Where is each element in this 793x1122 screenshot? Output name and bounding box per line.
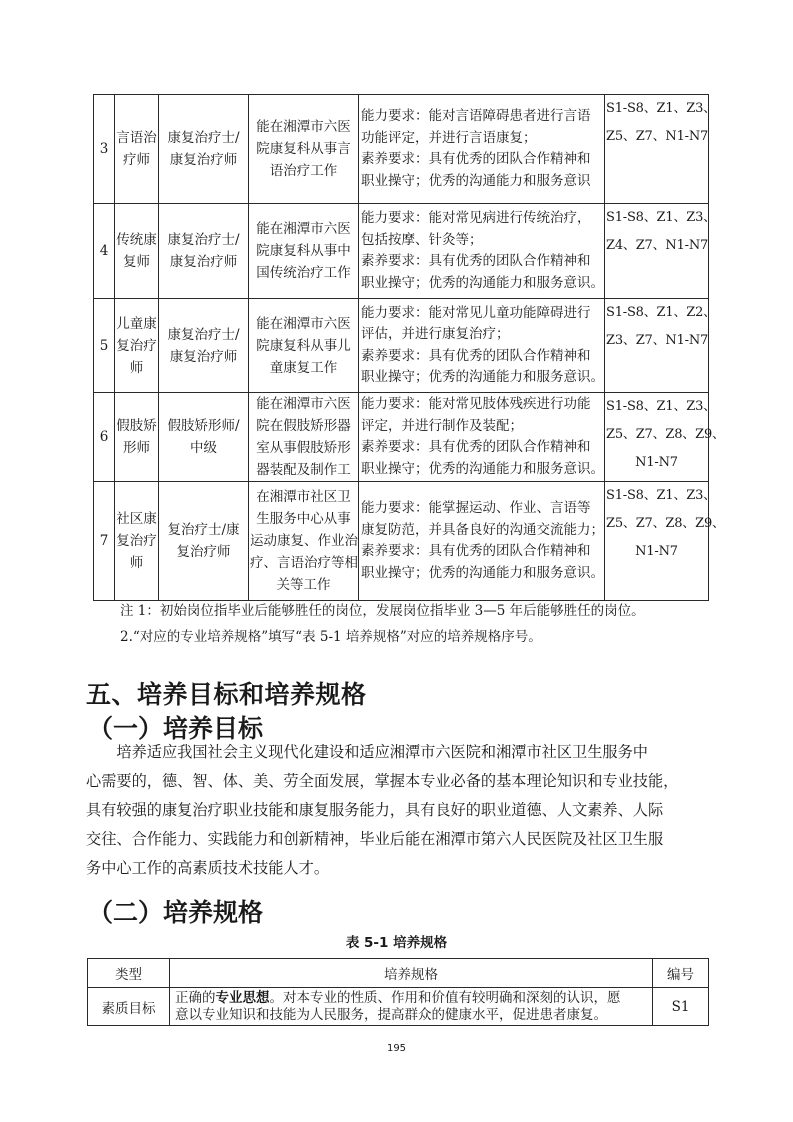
job-name-line: 形师	[123, 440, 150, 456]
goal-line: 培养适应我国社会主义现代化建设和适应湘潭市六医院和湘潭市社区卫生服务中	[86, 743, 648, 761]
spec-codes-line: N1-N7	[635, 544, 678, 559]
certificate-line: 康复治疗士/	[167, 326, 240, 343]
spec-line2: 意以专业知识和技能为人民服务，提高群众的健康水平，促进患者康复。	[175, 1006, 607, 1023]
certificate-line: 康复治疗士/	[167, 130, 240, 146]
job-description-line: 能在湘潭市六医	[256, 396, 351, 412]
table-caption: 表 5-1 培养规格	[345, 935, 448, 951]
job-row	[94, 393, 709, 482]
requirements	[359, 299, 605, 393]
requirements	[359, 393, 605, 482]
requirements-line: 评定，并进行制作及装配；	[361, 417, 523, 434]
certificate-line: 康复治疗师	[169, 254, 238, 270]
requirements-line: 职业操守；优秀的沟通能力和服务意识。	[361, 564, 604, 581]
spec-number: S1	[653, 988, 709, 1026]
row-number: 7	[94, 482, 115, 601]
spec-codes-line: S1-S8、Z1、Z2、	[606, 305, 716, 320]
job-name	[115, 393, 159, 482]
header-number: 编号	[653, 959, 709, 988]
requirements	[359, 482, 605, 601]
job-description-line: 国传统治疗工作	[256, 265, 351, 281]
job-description-line: 院在假肢矫形器	[256, 418, 351, 434]
job-description	[249, 393, 359, 482]
note-1: 注 1：初始岗位指毕业后能够胜任的岗位，发展岗位指毕业 3—5 年后能够胜任的岗位。	[120, 603, 645, 619]
job-name-line: 社区康	[116, 511, 157, 527]
job-description-line: 器装配及制作工	[256, 462, 351, 478]
requirements	[359, 204, 605, 299]
job-name-line: 假肢矫	[116, 418, 157, 434]
job-row	[94, 299, 709, 393]
goal-line: 务中心工作的高素质技术技能人才。	[86, 859, 329, 877]
spec-prefix: 正确的	[175, 989, 216, 1006]
table-notes	[120, 598, 645, 650]
requirements-line: 素养要求：具有优秀的团队合作精神和	[361, 439, 591, 455]
certificate	[159, 204, 249, 299]
spec-content	[170, 988, 653, 1026]
header-spec: 培养规格	[170, 959, 653, 988]
subsection-title-specs: （二）培养规格	[88, 898, 264, 927]
job-description-line: 室从事假肢矫形	[256, 440, 351, 456]
row-number: 5	[94, 299, 115, 393]
requirements-line: 评估，并进行康复治疗；	[361, 326, 510, 342]
job-description-line: 运动康复、作业治	[250, 533, 358, 549]
goals-paragraph	[86, 738, 710, 883]
spec-codes-line: Z5、Z7、Z8、Z9、	[606, 516, 725, 531]
job-name-line: 疗师	[123, 152, 150, 168]
certificate	[159, 482, 249, 601]
training-spec-table	[87, 958, 709, 1026]
spec-codes	[605, 393, 725, 482]
job-name	[115, 482, 159, 601]
certificate	[159, 299, 249, 393]
job-name-line: 言语治	[116, 130, 157, 146]
job-description-line: 能在湘潭市六医	[256, 119, 351, 135]
requirements-line: 职业操守；优秀的沟通能力和服务意识	[361, 172, 591, 189]
requirements-line: 康复防范，并具备良好的沟通交流能力；	[361, 521, 604, 538]
requirements-line: 功能评定，并进行言语康复；	[361, 129, 537, 146]
goal-line: 具有较强的康复治疗职业技能和康复服务能力，具有良好的职业道德、人文素养、人际	[86, 801, 664, 819]
row-number: 6	[94, 393, 115, 482]
requirements-line: 素养要求：具有优秀的团队合作精神和	[361, 253, 591, 269]
job-row	[94, 482, 709, 601]
job-description	[249, 299, 359, 393]
job-name-line: 复师	[123, 254, 150, 270]
row-number: 3	[94, 95, 115, 204]
spec-codes-line: Z4、Z7、N1-N7	[606, 238, 709, 253]
job-name	[115, 95, 159, 204]
spec-codes-line: S1-S8、Z1、Z3、	[606, 399, 716, 414]
header-type: 类型	[88, 959, 170, 988]
note-2: 2.“对应的专业培养规格”填写“表 5-1 培养规格”对应的培养规格序号。	[120, 629, 542, 645]
spec-codes-line: S1-S8、Z1、Z3、	[606, 488, 716, 503]
spec-codes	[605, 482, 725, 601]
requirements-line: 能力要求：能掌握运动、作业、言语等	[361, 500, 591, 516]
job-description	[249, 482, 359, 601]
job-description-line: 院康复科从事中	[256, 243, 351, 259]
requirements-line: 职业操守；优秀的沟通能力和服务意识。	[361, 369, 604, 385]
spec-codes-line: Z3、Z7、N1-N7	[606, 333, 709, 348]
spec-codes	[605, 299, 716, 393]
job-name-line: 儿童康	[116, 315, 157, 332]
spec-row	[88, 988, 709, 1026]
job-row	[94, 95, 709, 204]
certificate	[159, 95, 249, 204]
job-name-line: 师	[129, 359, 144, 376]
job-description-line: 院康复科从事言	[256, 141, 351, 157]
certificate-line: 康复治疗师	[169, 348, 238, 365]
requirements-line: 素养要求：具有优秀的团队合作精神和	[361, 543, 591, 559]
goal-line: 心需要的，德、智、体、美、劳全面发展，掌握本专业必备的基本理论知识和专业技能，	[86, 772, 679, 790]
job-name-line: 传统康	[116, 232, 157, 248]
job-name	[115, 299, 159, 393]
job-description	[249, 204, 359, 299]
certificate-line: 中级	[190, 440, 217, 456]
job-positions-table	[93, 94, 725, 601]
spec-line1-rest: 。对本专业的性质、作用和价值有较明确和深刻的认识，愿	[269, 989, 621, 1006]
requirements-line: 职业操守；优秀的沟通能力和服务意识。	[361, 460, 604, 477]
requirements-line: 能力要求：能对常见儿童功能障碍进行	[361, 304, 591, 321]
job-description-line: 疗、言语治疗等相	[250, 555, 358, 571]
certificate	[159, 393, 249, 482]
requirements-line: 素养要求：具有优秀的团队合作精神和	[361, 347, 591, 364]
spec-codes-line: S1-S8、Z1、Z3、	[606, 101, 716, 116]
job-name	[115, 204, 159, 299]
spec-codes-line: S1-S8、Z1、Z3、	[606, 210, 716, 225]
job-description-line: 语治疗工作	[269, 163, 338, 179]
requirements-line: 职业操守；优秀的沟通能力和服务意识。	[361, 274, 604, 291]
job-name-line: 复治疗	[116, 533, 157, 549]
job-name-line: 师	[129, 555, 144, 571]
spec-codes	[605, 95, 716, 204]
requirements-line: 包括按摩、针灸等；	[361, 231, 483, 248]
certificate-line: 康复治疗师	[169, 152, 238, 168]
job-description-line: 能在湘潭市六医	[256, 315, 351, 332]
certificate-line: 复治疗师	[176, 544, 231, 560]
spec-header-row	[88, 959, 709, 988]
subsection-title-goals: （一）培养目标	[88, 714, 264, 743]
spec-codes-line: N1-N7	[635, 455, 678, 470]
spec-codes-line: Z5、Z7、Z8、Z9、	[606, 427, 725, 442]
certificate-line: 复治疗士/康	[167, 522, 240, 538]
certificate-line: 假肢矫形师/	[167, 418, 240, 434]
job-name-line: 复治疗	[116, 337, 157, 354]
spec-codes	[605, 204, 716, 299]
job-description	[249, 95, 359, 204]
job-description-line: 院康复科从事儿	[256, 337, 351, 354]
requirements	[359, 95, 605, 204]
spec-codes-line: Z5、Z7、N1-N7	[606, 129, 709, 144]
requirements-line: 素养要求：具有优秀的团队合作精神和	[361, 151, 591, 167]
job-description-line: 关等工作	[276, 577, 331, 593]
requirements-line: 能力要求：能对常见病进行传统治疗，	[361, 210, 591, 226]
requirements-line: 能力要求：能对言语障碍患者进行言语	[361, 108, 591, 124]
section-title: 五、培养目标和培养规格	[86, 680, 367, 709]
certificate-line: 康复治疗士/	[167, 232, 240, 248]
job-description-line: 能在湘潭市六医	[256, 221, 351, 237]
goal-line: 交往、合作能力、实践能力和创新精神，毕业后能在湘潭市第六人民医院及社区卫生服	[86, 830, 664, 848]
job-description-line: 生服务中心从事	[256, 511, 351, 527]
requirements-line: 能力要求：能对常见肢体残疾进行功能	[361, 396, 591, 412]
job-description-line: 在湘潭市社区卫	[256, 489, 351, 505]
row-number: 4	[94, 204, 115, 299]
spec-type: 素质目标	[88, 988, 170, 1026]
job-description-line: 童康复工作	[269, 359, 338, 376]
job-row	[94, 204, 709, 299]
page-number: 195	[386, 1043, 407, 1054]
spec-bold-term: 专业思想	[215, 989, 270, 1006]
